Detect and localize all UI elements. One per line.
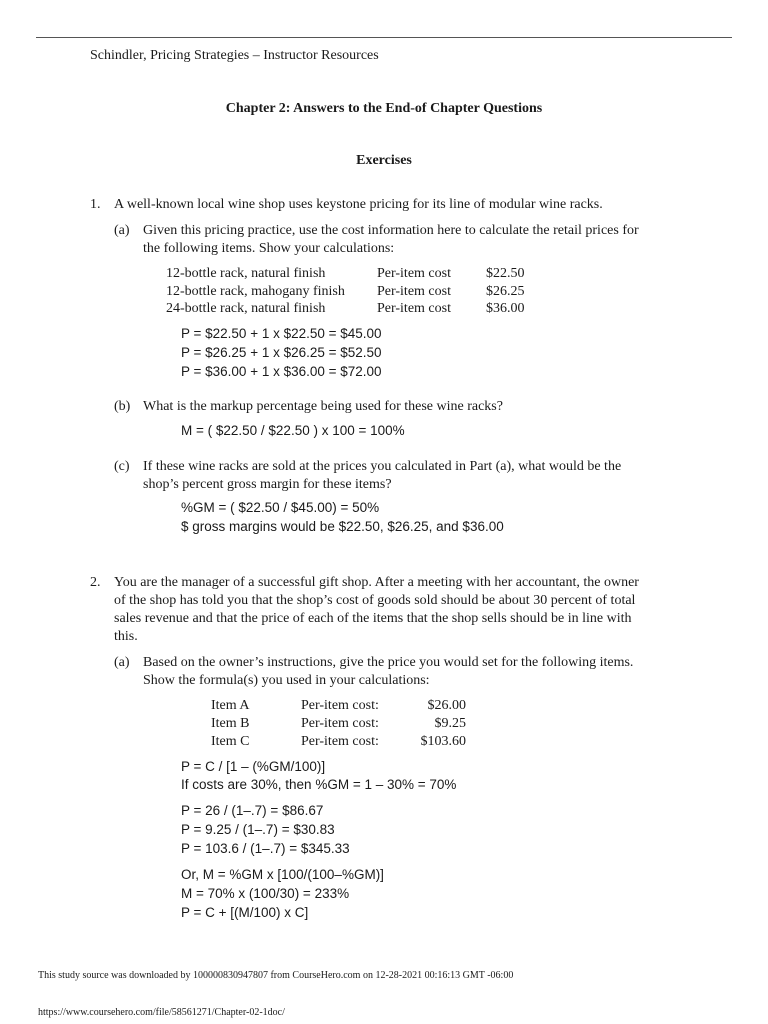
q1c-label: (c) [114,459,130,474]
q1-text: A well-known local wine shop uses keystone pricing for its line of modular wine racks. [114,197,603,212]
q2-line: of the shop has told you that the shop’s cost of goods sold should be about 30 percent of total [114,593,636,608]
q2-line: this. [114,629,138,644]
q1a-item-cost: $22.50 [486,266,525,281]
q2-number: 2. [90,575,101,590]
q2-line: sales revenue and that the price of each of the items that the shop sells should be in line with [114,611,632,626]
chapter-title: Chapter 2: Answers to the End-of Chapter Questions [225,101,543,116]
q1a-item-cost: $26.25 [486,284,525,299]
q2a-calc: P = 103.6 / (1–.7) = $345.33 [181,841,350,856]
q2a-item-cost-label: Per-item cost: [301,734,379,749]
q2a-formula: P = C / [1 – (%GM/100)] [181,759,326,774]
q1-number: 1. [90,197,101,212]
q2a-item-cost: $9.25 [434,716,466,731]
q1b-label: (b) [114,399,131,414]
q1a-item-cost: $36.00 [486,301,525,316]
q1a-item-name: 12-bottle rack, natural finish [166,266,326,281]
q1a-item-cost-label: Per-item cost [377,301,451,316]
q1a-label: (a) [114,223,130,238]
q2a-item-cost-label: Per-item cost: [301,716,379,731]
q2a-calc: P = 9.25 / (1–.7) = $30.83 [181,822,335,837]
q2a-item-name: Item C [211,734,250,749]
q1c-answer: $ gross margins would be $22.50, $26.25, and $36.00 [181,519,504,534]
q1c-answer: %GM = ( $22.50 / $45.00) = 50% [181,500,380,515]
q2a-item-cost: $103.60 [420,734,466,749]
q2a-label: (a) [114,655,130,670]
q1c-line2: shop’s percent gross margin for these items? [143,477,392,492]
q2a-line2: Show the formula(s) you used in your calculations: [143,673,430,688]
q2a-item-name: Item A [211,698,250,713]
q2a-item-cost-label: Per-item cost: [301,698,379,713]
q2a-markup: P = C + [(M/100) x C] [181,905,309,920]
q2a-markup: Or, M = %GM x [100/(100–%GM)] [181,867,384,882]
q2-line: You are the manager of a successful gift shop. After a meeting with her accountant, the owner [114,575,639,590]
q2a-markup: M = 70% x (100/30) = 233% [181,886,350,901]
q1a-item-name: 12-bottle rack, mahogany finish [166,284,345,299]
q1a-answer: P = $36.00 + 1 x $36.00 = $72.00 [181,364,382,379]
q1a-line2: the following items. Show your calculations: [143,241,395,256]
q2a-item-cost: $26.00 [427,698,466,713]
header-rule [36,37,732,38]
q1a-item-cost-label: Per-item cost [377,266,451,281]
section-title: Exercises [356,153,412,168]
q1b-answer: M = ( $22.50 / $22.50 ) x 100 = 100% [181,423,405,438]
q2a-formula-note: If costs are 30%, then %GM = 1 – 30% = 70% [181,777,457,792]
q1a-answer: P = $22.50 + 1 x $22.50 = $45.00 [181,326,382,341]
q1b-text: What is the markup percentage being used for these wine racks? [143,399,503,414]
source-url[interactable]: https://www.coursehero.com/file/58561271/Chapter-02-1doc/ [38,1007,285,1018]
q1a-answer: P = $26.25 + 1 x $26.25 = $52.50 [181,345,382,360]
q2a-calc: P = 26 / (1–.7) = $86.67 [181,803,324,818]
running-header: Schindler, Pricing Strategies – Instructor Resources [90,48,379,63]
q1a-item-name: 24-bottle rack, natural finish [166,301,326,316]
q1a-item-cost-label: Per-item cost [377,284,451,299]
q2a-line1: Based on the owner’s instructions, give the price you would set for the following items. [143,655,634,670]
download-notice: This study source was downloaded by 100000830947807 from CourseHero.com on 12-28-2021 00:16:13 GMT -06:00 [38,970,514,981]
q2a-item-name: Item B [211,716,250,731]
q1c-line1: If these wine racks are sold at the prices you calculated in Part (a), what would be the [143,459,622,474]
q1a-line1: Given this pricing practice, use the cost information here to calculate the retail prices for [143,223,639,238]
